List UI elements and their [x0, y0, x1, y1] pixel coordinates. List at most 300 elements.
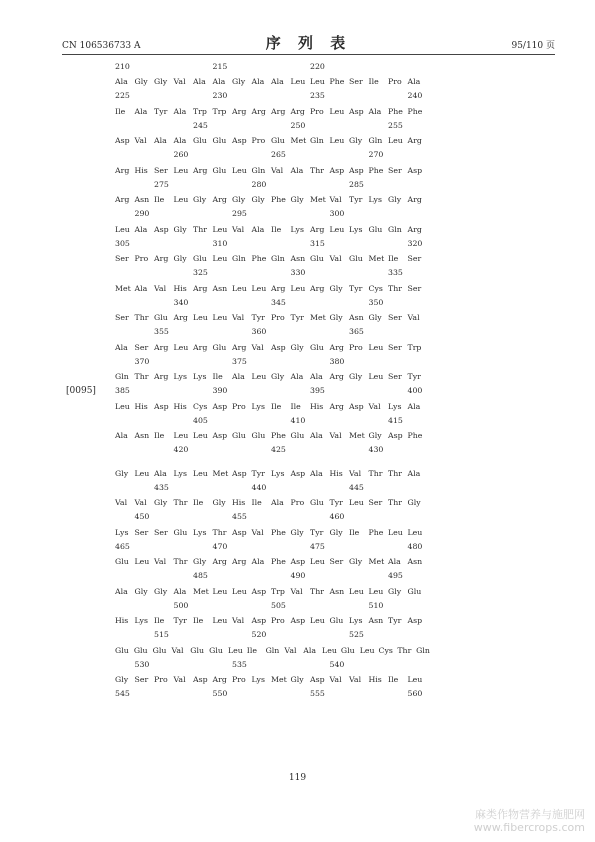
amino-acid: His: [173, 401, 187, 411]
amino-acid: Asp: [349, 165, 364, 175]
position-number: 470: [212, 541, 228, 551]
amino-acid: Val: [251, 342, 264, 352]
amino-acid: Gly: [349, 372, 363, 381]
amino-acid: Pro: [154, 675, 168, 684]
amino-acid: Leu: [322, 645, 337, 655]
position-number: 465: [115, 541, 130, 551]
sequence-block: [115, 369, 435, 399]
amino-acid: Arg: [310, 224, 325, 234]
amino-acid: Lys: [290, 224, 304, 234]
amino-acid: Ala: [251, 77, 265, 86]
amino-acid: Arg: [154, 342, 169, 352]
position-number: 530: [134, 659, 150, 669]
amino-acid: Ile: [212, 372, 223, 381]
position-number: 270: [368, 150, 384, 159]
amino-acid: Ala: [154, 136, 167, 145]
amino-acid: Thr: [173, 498, 188, 507]
amino-acid: Leu: [232, 283, 247, 293]
amino-acid: Gly: [388, 586, 402, 596]
amino-acid: Arg: [329, 401, 344, 411]
position-number: 280: [251, 179, 267, 189]
amino-acid: Ala: [251, 224, 265, 234]
position-number: 355: [154, 327, 169, 336]
amino-acid: Glu: [271, 136, 285, 145]
amino-acid: Glu: [251, 431, 266, 440]
amino-acid: Val: [368, 401, 381, 411]
position-number: 320: [407, 238, 423, 248]
amino-acid: Arg: [173, 313, 188, 322]
position-number: 430: [368, 445, 384, 454]
sequence-block: [115, 428, 435, 458]
position-number: 510: [368, 600, 384, 610]
amino-acid: Ser: [329, 557, 344, 566]
amino-acid: His: [134, 401, 148, 411]
amino-acid: Val: [232, 313, 245, 322]
amino-acid: Phe: [388, 106, 403, 116]
amino-acid: Glu: [193, 136, 207, 145]
amino-acid: Leu: [388, 136, 403, 145]
amino-acid: Thr: [397, 645, 412, 655]
amino-acid: Val: [173, 77, 186, 86]
amino-acid: Asp: [232, 468, 247, 478]
amino-acid: Ile: [271, 401, 282, 411]
amino-acid: Leu: [173, 195, 189, 204]
amino-acid: Gln: [265, 645, 280, 655]
amino-acid: Thr: [310, 586, 324, 596]
amino-acid: Phe: [251, 254, 267, 263]
amino-acid: Asp: [290, 557, 306, 566]
amino-acid: Phe: [271, 557, 286, 566]
position-number: 340: [173, 297, 189, 307]
amino-acid: Gly: [134, 77, 148, 86]
amino-acid: Ser: [388, 372, 402, 381]
amino-acid: Lys: [115, 527, 129, 537]
amino-acid: Lys: [193, 527, 207, 537]
amino-acid: Tyr: [251, 468, 265, 478]
position-number: 360: [251, 327, 267, 336]
position-number: 325: [193, 268, 208, 277]
amino-acid: Met: [349, 431, 365, 440]
watermark-url: www.fibercrops.com: [473, 821, 585, 834]
amino-acid: Asn: [290, 254, 306, 263]
amino-acid: Ala: [303, 645, 317, 655]
position-number: 525: [349, 630, 364, 639]
amino-acid: Lys: [349, 224, 363, 234]
amino-acid: Val: [171, 645, 184, 655]
amino-acid: Ala: [173, 136, 187, 145]
position-number: 300: [329, 209, 345, 218]
position-number: 210: [115, 62, 130, 71]
amino-acid: Gly: [290, 342, 304, 352]
watermark: [474, 808, 585, 834]
position-number: 415: [388, 415, 403, 425]
amino-acid: Glu: [340, 645, 355, 655]
amino-acid: Gly: [212, 498, 226, 507]
amino-acid: Pro: [349, 342, 363, 352]
amino-acid: His: [134, 165, 148, 175]
amino-acid: Ser: [134, 342, 149, 352]
amino-acid: Glu: [193, 254, 207, 263]
amino-acid: Arg: [193, 342, 208, 352]
amino-acid: Ala: [134, 224, 148, 234]
amino-acid: Met: [310, 195, 326, 204]
sequence-block: [115, 163, 435, 193]
amino-acid: Lys: [388, 401, 402, 411]
position-number: 560: [407, 689, 423, 698]
amino-acid: Ala: [251, 557, 265, 566]
amino-acid: Val: [284, 645, 297, 655]
amino-acid: Val: [115, 498, 128, 507]
amino-acid: Ser: [407, 283, 422, 293]
amino-acid: Leu: [359, 645, 375, 655]
position-number: 330: [290, 268, 306, 277]
position-number: 420: [173, 445, 189, 454]
amino-acid: Leu: [212, 224, 228, 234]
amino-acid: Asp: [290, 468, 306, 478]
amino-acid: Lys: [349, 616, 363, 625]
amino-acid: Met: [368, 254, 385, 263]
amino-acid: Met: [271, 675, 287, 684]
amino-acid: Leu: [251, 283, 267, 293]
amino-acid: Leu: [115, 401, 130, 411]
position-number: 285: [349, 179, 364, 189]
amino-acid: Leu: [134, 468, 150, 478]
amino-acid: Ala: [271, 498, 284, 507]
amino-acid: Asp: [407, 165, 423, 175]
amino-acid: Asn: [134, 195, 150, 204]
position-number: 490: [290, 571, 306, 580]
amino-acid: Asp: [271, 342, 286, 352]
amino-acid: Pro: [271, 616, 285, 625]
amino-acid: Thr: [368, 468, 383, 478]
amino-acid: Glu: [310, 342, 324, 352]
position-number: 520: [251, 630, 267, 639]
position-number: 215: [212, 62, 228, 71]
amino-acid: Ala: [193, 77, 206, 86]
amino-acid: Tyr: [154, 106, 168, 116]
position-number: 555: [310, 689, 325, 698]
amino-acid: Trp: [212, 106, 227, 116]
sequence-block: [115, 251, 435, 281]
amino-acid: Phe: [368, 527, 384, 537]
amino-acid: Tyr: [290, 313, 304, 322]
amino-acid: His: [173, 283, 187, 293]
amino-acid: Leu: [193, 313, 208, 322]
position-number: 345: [271, 297, 286, 307]
amino-acid: Val: [329, 675, 342, 684]
position-number: 255: [388, 120, 403, 130]
amino-acid: Ile: [154, 195, 165, 204]
position-number: 445: [349, 482, 364, 492]
amino-acid: Ile: [251, 498, 262, 507]
amino-acid: Leu: [193, 468, 208, 478]
amino-acid: Met: [310, 313, 326, 322]
amino-acid: Val: [251, 527, 264, 537]
amino-acid: Tyr: [310, 527, 324, 537]
section-title: 序 列 表: [265, 34, 352, 52]
amino-acid: Gly: [368, 431, 382, 440]
amino-acid: Lys: [134, 616, 148, 625]
amino-acid: Thr: [212, 527, 227, 537]
amino-acid: Leu: [232, 165, 247, 175]
amino-acid: Gly: [290, 527, 304, 537]
amino-acid: Ser: [388, 342, 402, 352]
amino-acid: Gly: [193, 195, 207, 204]
amino-acid: Phe: [368, 165, 384, 175]
amino-acid: Phe: [271, 527, 286, 537]
amino-acid: Asp: [251, 616, 267, 625]
amino-acid: Leu: [290, 283, 306, 293]
paragraph-label: [0095]: [66, 386, 96, 396]
amino-acid: Ser: [134, 527, 149, 537]
amino-acid: Ile: [349, 527, 360, 537]
amino-acid: Gly: [290, 195, 304, 204]
amino-acid: Lys: [251, 675, 265, 684]
amino-acid: Ile: [193, 616, 204, 625]
amino-acid: Ala: [388, 557, 401, 566]
sequence-block: [115, 613, 435, 643]
position-number: 335: [388, 268, 403, 277]
amino-acid: Leu: [329, 136, 345, 145]
amino-acid: Arg: [271, 106, 286, 116]
amino-acid: Ala: [154, 468, 167, 478]
amino-acid: Gly: [154, 498, 168, 507]
amino-acid: Arg: [212, 557, 227, 566]
amino-acid: Ala: [407, 401, 421, 411]
amino-acid: Thr: [388, 283, 402, 293]
amino-acid: Phe: [407, 431, 423, 440]
sequence-block: [115, 133, 435, 163]
amino-acid: Val: [349, 675, 362, 684]
position-number: 370: [134, 356, 150, 366]
amino-acid: Glu: [190, 645, 205, 655]
amino-acid: Val: [173, 675, 186, 684]
amino-acid: Gly: [271, 372, 285, 381]
amino-acid: Ile: [290, 401, 301, 411]
amino-acid: Phe: [407, 106, 423, 116]
amino-acid: Met: [115, 283, 131, 293]
amino-acid: Glu: [349, 254, 363, 263]
amino-acid: Gly: [154, 586, 168, 596]
amino-acid: Gly: [329, 313, 343, 322]
amino-acid: Leu: [349, 586, 364, 596]
amino-acid: Ile: [246, 645, 257, 655]
amino-acid: Glu: [212, 165, 227, 175]
amino-acid: Arg: [329, 372, 344, 381]
amino-acid: Leu: [407, 675, 423, 684]
amino-acid: Leu: [329, 224, 345, 234]
amino-acid: Asp: [154, 224, 169, 234]
position-number: 550: [212, 689, 228, 698]
amino-acid: Ile: [115, 106, 126, 116]
amino-acid: Pro: [388, 77, 402, 86]
amino-acid: Asp: [212, 431, 228, 440]
amino-acid: Arg: [154, 254, 169, 263]
amino-acid: Arg: [232, 342, 247, 352]
amino-acid: Ala: [173, 586, 187, 596]
amino-acid: Ala: [115, 586, 128, 596]
amino-acid: Glu: [310, 254, 324, 263]
amino-acid: Arg: [232, 106, 247, 116]
sequence-block: [115, 74, 435, 104]
amino-acid: Thr: [193, 224, 207, 234]
amino-acid: Ser: [388, 313, 402, 322]
amino-acid: Arg: [115, 165, 130, 175]
amino-acid: Asp: [388, 431, 403, 440]
position-number: 400: [407, 386, 423, 395]
page-counter: 95/110 页: [511, 41, 555, 51]
amino-acid: Thr: [134, 372, 149, 381]
amino-acid: Gly: [407, 498, 421, 507]
amino-acid: Gly: [173, 224, 187, 234]
sequence-block: [115, 554, 435, 584]
amino-acid: Arg: [154, 372, 169, 381]
amino-acid: Ser: [115, 313, 129, 322]
amino-acid: Ile: [271, 224, 282, 234]
amino-acid: Leu: [368, 586, 384, 596]
amino-acid: Arg: [251, 106, 266, 116]
amino-acid: Ala: [212, 77, 226, 86]
amino-acid: Pro: [232, 401, 246, 411]
sequence-block: [115, 340, 435, 370]
amino-acid: Gly: [193, 557, 207, 566]
amino-acid: Glu: [368, 224, 383, 234]
position-number: 475: [310, 541, 325, 551]
amino-acid: His: [329, 468, 343, 478]
amino-acid: Trp: [407, 342, 422, 352]
amino-acid: Ala: [173, 106, 187, 116]
amino-acid: Asp: [310, 675, 325, 684]
amino-acid: Thr: [310, 165, 324, 175]
amino-acid: Leu: [368, 342, 384, 352]
amino-acid: Ser: [349, 77, 363, 86]
amino-acid: Leu: [173, 342, 189, 352]
position-number: 310: [212, 238, 228, 248]
amino-acid: Pro: [251, 136, 266, 145]
sequence-block: [115, 399, 435, 429]
amino-acid: Gly: [232, 195, 246, 204]
amino-acid: Leu: [368, 372, 384, 381]
amino-acid: Asp: [349, 106, 364, 116]
amino-acid: Val: [407, 313, 420, 322]
amino-acid: Tyr: [349, 283, 363, 293]
amino-acid: Asp: [115, 136, 130, 145]
amino-acid: Leu: [212, 586, 228, 596]
amino-acid: Met: [193, 586, 209, 596]
position-number: 230: [212, 91, 228, 100]
amino-acid: Glu: [329, 616, 344, 625]
amino-acid: Thr: [388, 468, 402, 478]
amino-acid: Leu: [232, 586, 247, 596]
amino-acid: Leu: [173, 431, 189, 440]
position-number: 460: [329, 512, 345, 521]
sequence-block: [115, 495, 435, 525]
amino-acid: Leu: [227, 645, 243, 655]
amino-acid: Glu: [115, 645, 129, 655]
amino-acid: Asp: [329, 165, 345, 175]
amino-acid: Glu: [133, 645, 148, 655]
amino-acid: Gln: [310, 136, 324, 145]
amino-acid: Leu: [212, 616, 228, 625]
amino-acid: Leu: [310, 616, 325, 625]
amino-acid: Met: [368, 557, 385, 566]
amino-acid: Lys: [251, 401, 265, 411]
amino-acid: Ile: [154, 616, 165, 625]
amino-acid: Lys: [271, 468, 285, 478]
amino-acid: Leu: [329, 106, 345, 116]
amino-acid: Arg: [407, 195, 422, 204]
amino-acid: Asn: [349, 313, 364, 322]
amino-acid: Thr: [173, 557, 188, 566]
amino-acid: Leu: [193, 431, 208, 440]
amino-acid: Ile: [388, 675, 399, 684]
position-number: 535: [232, 659, 247, 669]
amino-acid: Met: [212, 468, 229, 478]
amino-acid: Lys: [173, 468, 187, 478]
amino-acid: Asp: [193, 675, 208, 684]
amino-acid: Gly: [388, 195, 402, 204]
amino-acid: Val: [349, 468, 362, 478]
amino-acid: Arg: [193, 165, 208, 175]
position-number: 455: [232, 512, 247, 521]
amino-acid: Val: [134, 136, 147, 145]
amino-acid: Gln: [115, 372, 129, 381]
amino-acid: Ala: [407, 77, 421, 86]
position-number: 290: [134, 209, 150, 218]
position-number: 435: [154, 482, 169, 492]
position-number: 315: [310, 238, 325, 248]
amino-acid: Leu: [251, 372, 267, 381]
amino-acid: Ser: [154, 527, 168, 537]
amino-acid: Gly: [134, 586, 148, 596]
amino-acid: Ala: [290, 372, 304, 381]
amino-acid: Val: [232, 224, 245, 234]
position-number: 235: [310, 91, 325, 100]
sequence-block: [115, 192, 435, 222]
amino-acid: Leu: [290, 77, 306, 86]
sequence-block: [115, 584, 435, 614]
amino-acid: Asp: [407, 616, 423, 625]
amino-acid: Tyr: [407, 372, 421, 381]
amino-acid: Arg: [115, 195, 130, 204]
amino-acid: Ala: [310, 372, 323, 381]
amino-acid: Ala: [232, 372, 245, 381]
amino-acid: Leu: [212, 254, 228, 263]
amino-acid: Glu: [290, 431, 305, 440]
amino-acid: Tyr: [349, 195, 363, 204]
amino-acid: Asp: [232, 136, 247, 145]
amino-acid: Gly: [329, 527, 343, 537]
position-number: 515: [154, 630, 169, 639]
amino-acid: Tyr: [329, 498, 343, 507]
amino-acid: Ser: [407, 254, 422, 263]
amino-acid: Glu: [407, 586, 422, 596]
amino-acid: Arg: [212, 675, 227, 684]
amino-acid: Asn: [329, 586, 345, 596]
amino-acid: Leu: [212, 313, 228, 322]
position-number: 440: [251, 482, 267, 492]
amino-acid: Arg: [232, 557, 247, 566]
amino-acid: Arg: [407, 136, 422, 145]
amino-acid: Thr: [134, 313, 149, 322]
amino-acid: Glu: [209, 645, 223, 655]
sequence-block: [115, 466, 435, 496]
amino-acid: Ala: [271, 77, 284, 86]
position-number: 275: [154, 179, 169, 189]
position-number: 390: [212, 386, 228, 395]
amino-acid: Tyr: [388, 616, 402, 625]
amino-acid: Pro: [232, 675, 246, 684]
